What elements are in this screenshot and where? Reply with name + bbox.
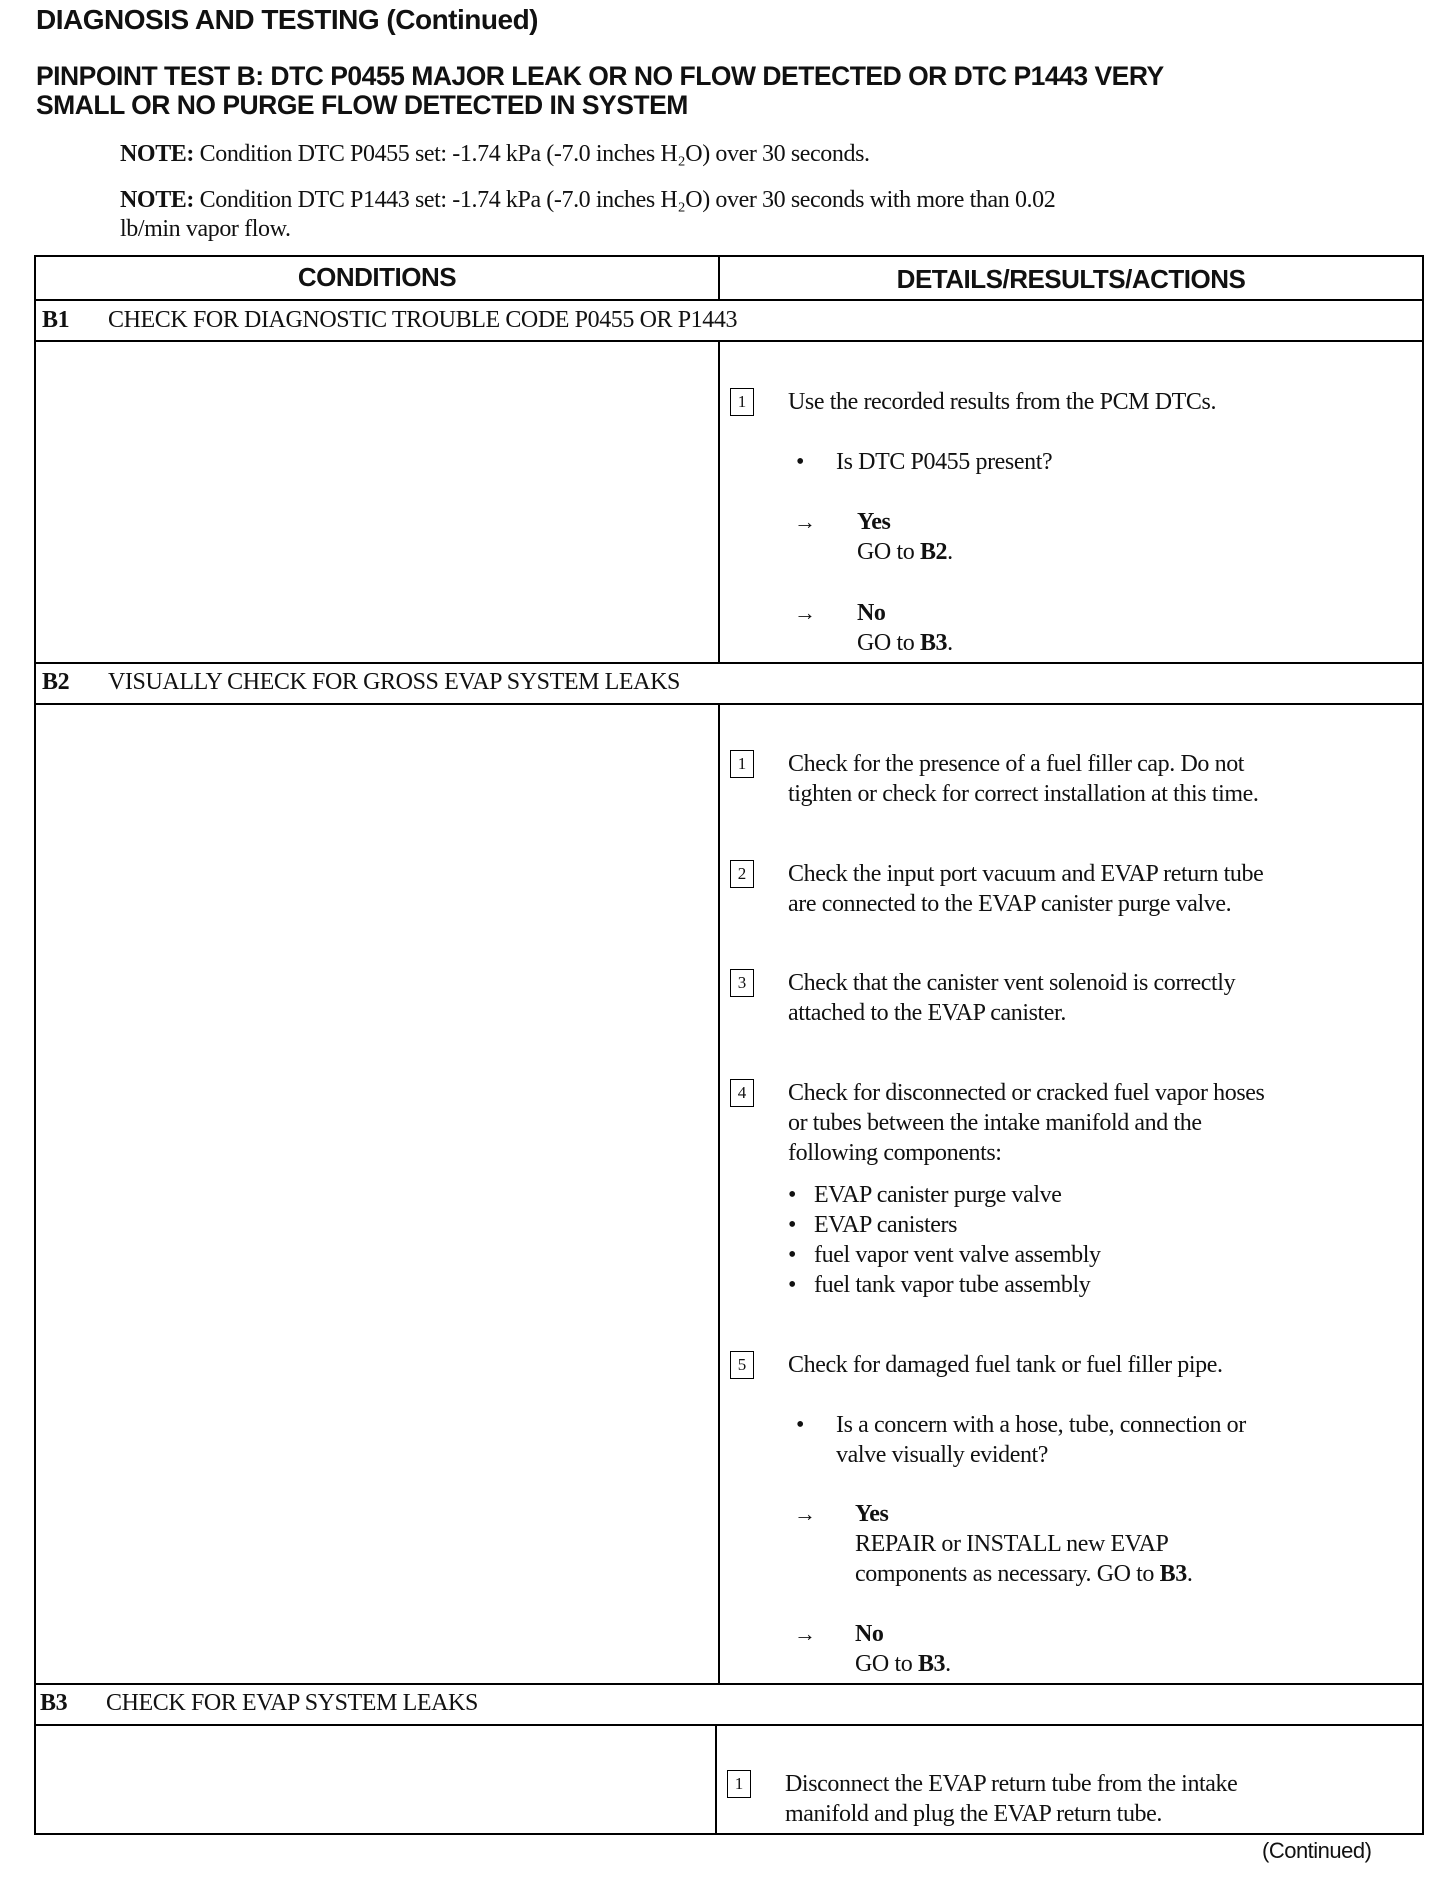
no-action: GO to B3. [855, 1651, 951, 1677]
step-number-box: 1 [730, 750, 754, 778]
action-text: Check for damaged fuel tank or fuel filler pipe. [788, 1352, 1223, 1378]
row-divider [34, 340, 1424, 342]
column-divider [718, 704, 720, 1684]
action-text: Disconnect the EVAP return tube from the intake [785, 1771, 1238, 1797]
step-number-box: 2 [730, 860, 754, 888]
bullet-icon: • [788, 1272, 797, 1298]
step-title-b3: CHECK FOR EVAP SYSTEM LEAKS [106, 1690, 478, 1716]
note-label: NOTE: [120, 187, 195, 213]
continued-footer: (Continued) [1262, 1838, 1372, 1863]
note-text: Condition DTC P1443 set: -1.74 kPa (-7.0 inches H₂O) over 30 seconds with more than 0.02 [194, 187, 1056, 213]
yes-action: GO to B2. [857, 539, 953, 565]
pinpoint-test-heading-line2: SMALL OR NO PURGE FLOW DETECTED IN SYSTEM [36, 90, 688, 120]
pinpoint-test-heading-line1: PINPOINT TEST B: DTC P0455 MAJOR LEAK OR NO FLOW DETECTED OR DTC P1443 VERY [36, 61, 1164, 91]
goto-link-b3[interactable]: B3 [1159, 1561, 1187, 1587]
note-label: NOTE: [120, 141, 195, 167]
yes-label: Yes [855, 1501, 889, 1527]
step-title-b2: VISUALLY CHECK FOR GROSS EVAP SYSTEM LEAKS [108, 669, 680, 695]
row-divider [34, 662, 1424, 664]
note-2-continued: lb/min vapor flow. [120, 216, 291, 242]
column-divider [715, 1725, 717, 1835]
step-number-box: 1 [730, 388, 754, 416]
goto-link-b3[interactable]: B3 [917, 1651, 946, 1677]
table-border-top [34, 255, 1424, 257]
action-text: Check for disconnected or cracked fuel vapor hoses [788, 1080, 1265, 1106]
component-item: fuel vapor vent valve assembly [814, 1242, 1101, 1268]
row-divider [34, 703, 1424, 705]
step-number-box: 5 [730, 1351, 754, 1379]
column-divider [718, 341, 720, 663]
component-item: EVAP canister purge valve [814, 1182, 1062, 1208]
arrow-right-icon: → [794, 1621, 816, 1646]
action-text: manifold and plug the EVAP return tube. [785, 1801, 1163, 1827]
action-text: are connected to the EVAP canister purge valve. [788, 891, 1232, 917]
arrow-right-icon: → [794, 509, 816, 534]
no-label: No [857, 600, 886, 626]
row-divider [34, 1683, 1424, 1685]
column-header-details: DETAILS/RESULTS/ACTIONS [896, 264, 1246, 294]
note-text: Condition DTC P0455 set: -1.74 kPa (-7.0 inches H₂O) over 30 seconds. [194, 141, 870, 167]
page-title: DIAGNOSIS AND TESTING (Continued) [36, 4, 538, 35]
step-number-box: 4 [730, 1079, 754, 1107]
bullet-icon: • [788, 1182, 797, 1208]
action-text: following components: [788, 1140, 1002, 1166]
goto-link-b3[interactable]: B3 [919, 630, 948, 656]
no-label: No [855, 1621, 884, 1647]
yes-label: Yes [857, 509, 891, 535]
step-code-b3: B3 [40, 1690, 68, 1716]
question-text: valve visually evident? [836, 1442, 1049, 1468]
component-item: EVAP canisters [814, 1212, 958, 1238]
step-code-b1: B1 [42, 307, 70, 333]
table-border-right [1422, 255, 1424, 1835]
note-2 [120, 185, 1055, 215]
arrow-right-icon: → [794, 600, 816, 625]
column-header-conditions: CONDITIONS [297, 262, 457, 292]
question-text: Is DTC P0455 present? [836, 449, 1053, 475]
goto-link-b2[interactable]: B2 [919, 539, 948, 565]
yes-action: components as necessary. GO to B3. [855, 1561, 1193, 1587]
action-text: tighten or check for correct installation at this time. [788, 781, 1259, 807]
action-text: or tubes between the intake manifold and the [788, 1110, 1202, 1136]
action-text: attached to the EVAP canister. [788, 1000, 1066, 1026]
action-text: Check the input port vacuum and EVAP return tube [788, 861, 1264, 887]
yes-action: REPAIR or INSTALL new EVAP [855, 1531, 1169, 1557]
step-number-box: 3 [730, 969, 754, 997]
question-text: Is a concern with a hose, tube, connection or [836, 1412, 1246, 1438]
bullet-icon: • [796, 449, 805, 475]
bullet-icon: • [788, 1212, 797, 1238]
bullet-icon: • [796, 1412, 805, 1438]
row-divider [34, 299, 1424, 301]
table-border-left [34, 255, 36, 1835]
table-border-bottom [34, 1833, 1424, 1835]
note-1 [120, 139, 870, 169]
bullet-icon: • [788, 1242, 797, 1268]
action-text: Use the recorded results from the PCM DTCs. [788, 389, 1217, 415]
step-number-box: 1 [727, 1770, 751, 1798]
component-item: fuel tank vapor tube assembly [814, 1272, 1091, 1298]
step-code-b2: B2 [42, 669, 70, 695]
action-text: Check that the canister vent solenoid is correctly [788, 970, 1236, 996]
arrow-right-icon: → [794, 1501, 816, 1526]
row-divider [34, 1724, 1424, 1726]
no-action: GO to B3. [857, 630, 953, 656]
action-text: Check for the presence of a fuel filler cap. Do not [788, 751, 1245, 777]
step-title-b1: CHECK FOR DIAGNOSTIC TROUBLE CODE P0455 OR P1443 [108, 307, 738, 333]
